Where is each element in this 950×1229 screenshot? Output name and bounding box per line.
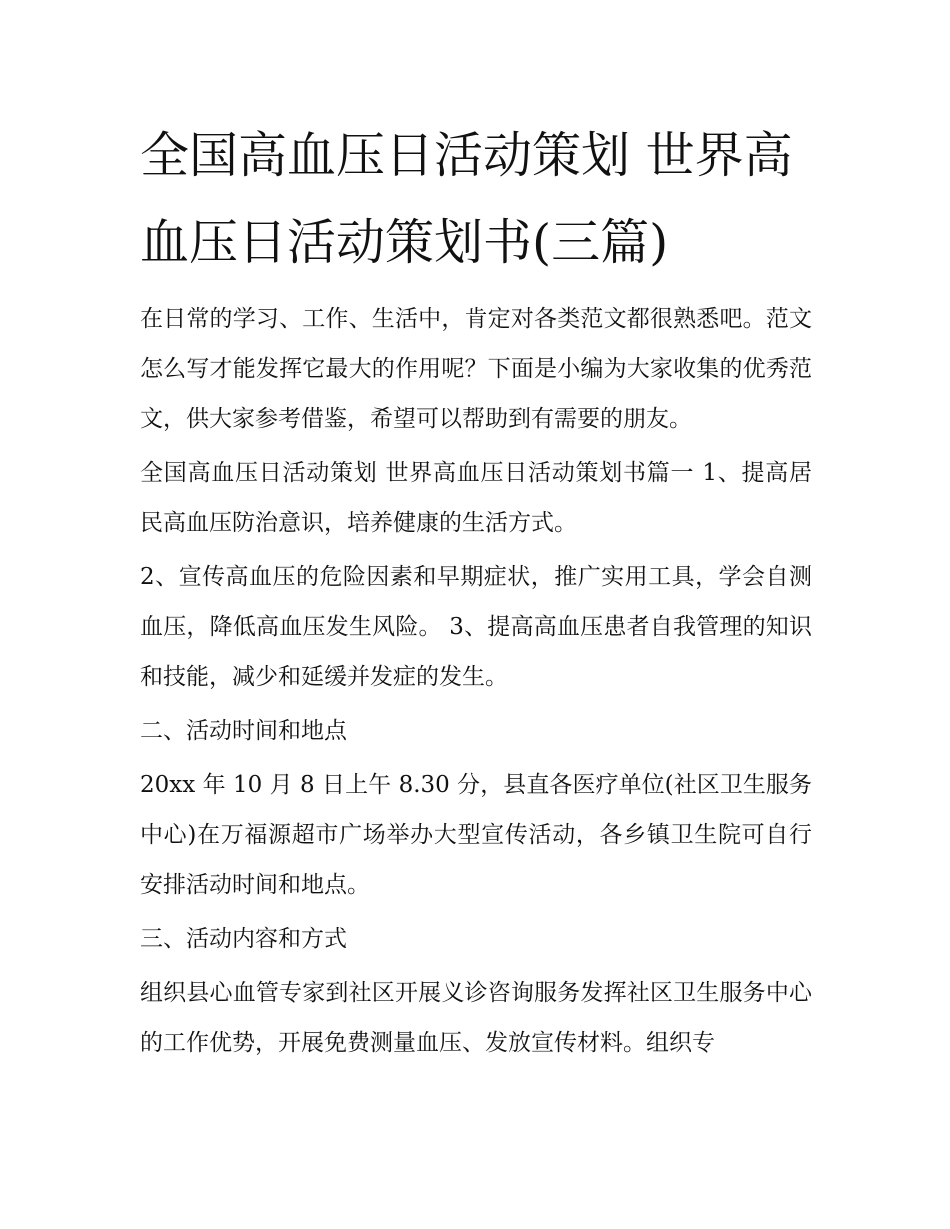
document-page — [140, 112, 812, 1072]
intro-paragraph: 在日常的学习、工作、生活中，肯定对各类范文都很熟悉吧。范文怎么写才能发挥它最大的作用呢？下面是小编为大家收集的优秀范文，供大家参考借鉴，希望可以帮助到有需要的朋友。 — [140, 306, 812, 432]
body-paragraph: 20xx 年 10 月 8 日上午 8.30 分，县直各医疗单位(社区卫生服务中心)在万福源超市广场举办大型宣传活动，各乡镇卫生院可自行安排活动时间和地点。 — [140, 772, 812, 898]
body-paragraph: 2、宣传高血压的危险因素和早期症状，推广实用工具，学会自测血压，降低高血压发生风险。 3、提高高血压患者自我管理的知识和技能，减少和延缓并发症的发生。 — [140, 564, 812, 690]
section-heading: 三、活动内容和方式 — [140, 926, 347, 952]
body-paragraph: 组织县心血管专家到社区开展义诊咨询服务发挥社区卫生服务中心的工作优势，开展免费测量血压、发放宣传材料。组织专 — [140, 980, 812, 1056]
document-title: 全国高血压日活动策划 世界高血压日活动策划书(三篇) — [140, 127, 793, 271]
section-heading: 二、活动时间和地点 — [140, 718, 347, 744]
body-paragraph: 全国高血压日活动策划 世界高血压日活动策划书篇一 1、提高居民高血压防治意识，培养健康的生活方式。 — [140, 460, 812, 536]
